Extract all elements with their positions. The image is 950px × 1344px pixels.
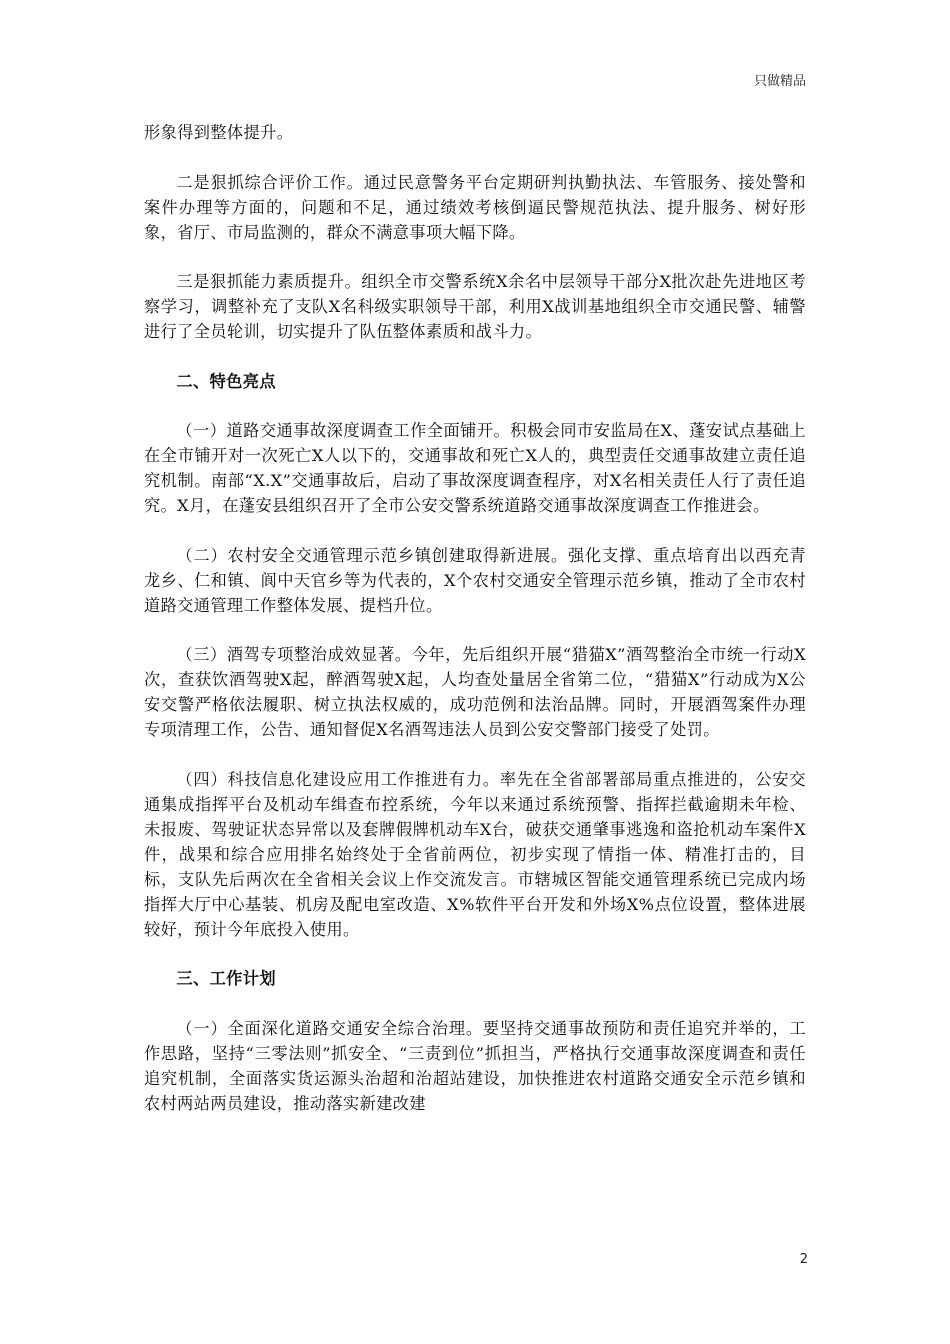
paragraph: （二）农村安全交通管理示范乡镇创建取得新进展。强化支撑、重点培育出以西充青龙乡、仁和镇、阆中天官乡等为代表的，X个农村交通安全管理示范乡镇，推动了全市农村道路交通管理工作整体发展、提档升位。 bbox=[144, 545, 806, 615]
section-heading: 三、工作计划 bbox=[176, 969, 276, 988]
document-body bbox=[144, 120, 806, 1140]
paragraph: （三）酒驾专项整治成效显著。今年，先后组织开展“猎猫X”酒驾整治全市统一行动X次，查获饮酒驾驶X起，醉酒驾驶X起，人均查处量居全省第二位，“猎猫X”行动成为X公安交警严格依法履职、树立执法权威的，成功范例和法治品牌。同时，开展酒驾案件办理专项清理工作，公告、通知督促X名酒驾违法人员到公安交警部门接受了处罚。 bbox=[144, 645, 806, 739]
paragraph: （一）全面深化道路交通安全综合治理。要坚持交通事故预防和责任追究并举的，工作思路，坚持“三零法则”抓安全、“三责到位”抓担当，严格执行交通事故深度调查和责任追究机制，全面落实货运源头治超和治超站建设，加快推进农村道路交通安全示范乡镇和农村两站两员建设，推动落实新建改建 bbox=[144, 1018, 806, 1113]
page-number: 2 bbox=[799, 1252, 808, 1267]
section-heading: 二、特色亮点 bbox=[176, 371, 276, 391]
paragraph: （四）科技信息化建设应用工作推进有力。率先在全省部署部局重点推进的，公安交通集成指挥平台及机动车缉查布控系统，今年以来通过系统预警、指挥拦截逾期未年检、未报废、驾驶证状态异常以及套牌假牌机动车X台，破获交通肇事逃逸和盗抢机动车案件X件，战果和综合应用排名始终处于全省前两位，初步实现了情指一体、精准打击的，目标，支队先后两次在全省相关会议上作交流发言。市辖城区智能交通管理系统已完成内场指挥大厅中心基装、机房及配电室改造、X%软件平台开发和外场X%点位设置，整体进展较好，预计今年底投入使用。 bbox=[144, 769, 806, 939]
paragraph: （一）道路交通事故深度调查工作全面铺开。积极会同市安监局在X、蓬安试点基础上在全市铺开对一次死亡X人以下的，交通事故和死亡X人的，典型责任交通事故建立责任追究机制。南部“X.X”交通事故后，启动了事故深度调查程序，对X名相关责任人行了责任追究。X月，在蓬安县组织召开了全市公安交警系统道路交通事故深度调查工作推进会。 bbox=[144, 421, 806, 515]
page-header: 只做精品 bbox=[753, 74, 806, 89]
paragraph: 形象得到整体提升。 bbox=[144, 123, 294, 142]
paragraph: 二是狠抓综合评价工作。通过民意警务平台定期研判执勤执法、车管服务、接处警和案件办理等方面的，问题和不足，通过绩效考核倒逼民警规范执法、提升服务、树好形象，省厅、市局监测的，群众不满意事项大幅下降。 bbox=[144, 172, 806, 242]
paragraph: 三是狠抓能力素质提升。组织全市交警系统X余名中层领导干部分X批次赴先进地区考察学习，调整补充了支队X名科级实职领导干部，利用X战训基地组织全市交通民警、辅警进行了全员轮训，切实提升了队伍整体素质和战斗力。 bbox=[144, 272, 806, 341]
